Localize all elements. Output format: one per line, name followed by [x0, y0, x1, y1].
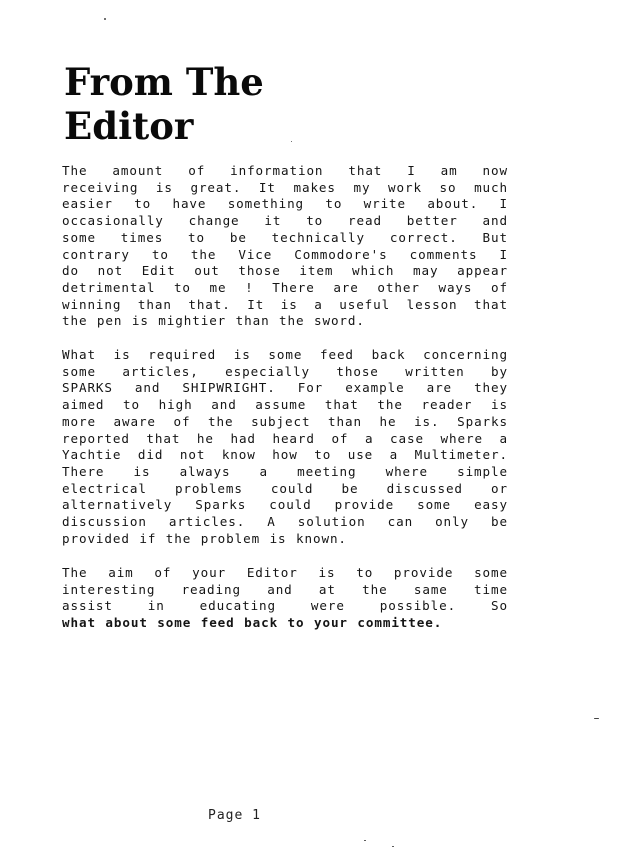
text-line: occasionally change it to read better and: [62, 213, 508, 229]
paragraph-feedback: [62, 347, 508, 547]
text-line: The aim of your Editor is to provide some: [62, 565, 508, 580]
paragraph-information: [62, 163, 508, 330]
text-line: interesting reading and at the same time: [62, 581, 508, 597]
text-line: Yachtie did not know how to use a Multimeter.: [62, 447, 508, 463]
text-line: easier to have something to write about. I: [62, 196, 508, 212]
page-title: [64, 60, 264, 148]
scan-speck: [104, 18, 106, 20]
text-line: discussion articles. A solution can only be: [62, 514, 508, 530]
text-line: some times to be technically correct. But: [62, 229, 508, 245]
text-line: the pen is mightier than the sword.: [62, 313, 365, 329]
text-line: SPARKS and SHIPWRIGHT. For example are they: [62, 380, 508, 396]
scan-speck: [364, 840, 366, 841]
text-line: alternatively Sparks could provide some easy: [62, 497, 508, 513]
scan-speck: [594, 718, 599, 719]
text-line: aimed to high and assume that the reader is: [62, 397, 508, 413]
title-line-1: From The: [64, 60, 264, 104]
scan-speck: [392, 846, 394, 847]
text-line-emphasis: what about some feed back to your committee.: [62, 615, 443, 631]
text-line: reported that he had heard of a case where a: [62, 430, 508, 446]
text-line: do not Edit out those item which may appear: [62, 263, 508, 279]
page-number: Page 1: [208, 808, 261, 823]
text-line: The amount of information that I am now: [62, 163, 508, 178]
text-line: detrimental to me ! There are other ways of: [62, 279, 508, 295]
text-line: electrical problems could be discussed or: [62, 480, 508, 496]
scan-speck: [291, 141, 292, 142]
text-line: assist in educating were possible. So: [62, 598, 508, 614]
text-line: What is required is some feed back concerning: [62, 347, 508, 362]
text-line: more aware of the subject than he is. Sparks: [62, 413, 508, 429]
text-line: winning than that. It is a useful lesson that: [62, 296, 508, 312]
text-line: There is always a meeting where simple: [62, 463, 508, 479]
text-line: contrary to the Vice Commodore's comments I: [62, 246, 508, 262]
text-line: some articles, especially those written by: [62, 363, 508, 379]
paragraph-editor-aim: [62, 565, 508, 632]
title-line-2: Editor: [64, 104, 194, 148]
text-line: receiving is great. It makes my work so much: [62, 179, 508, 195]
text-line: provided if the problem is known.: [62, 530, 347, 546]
